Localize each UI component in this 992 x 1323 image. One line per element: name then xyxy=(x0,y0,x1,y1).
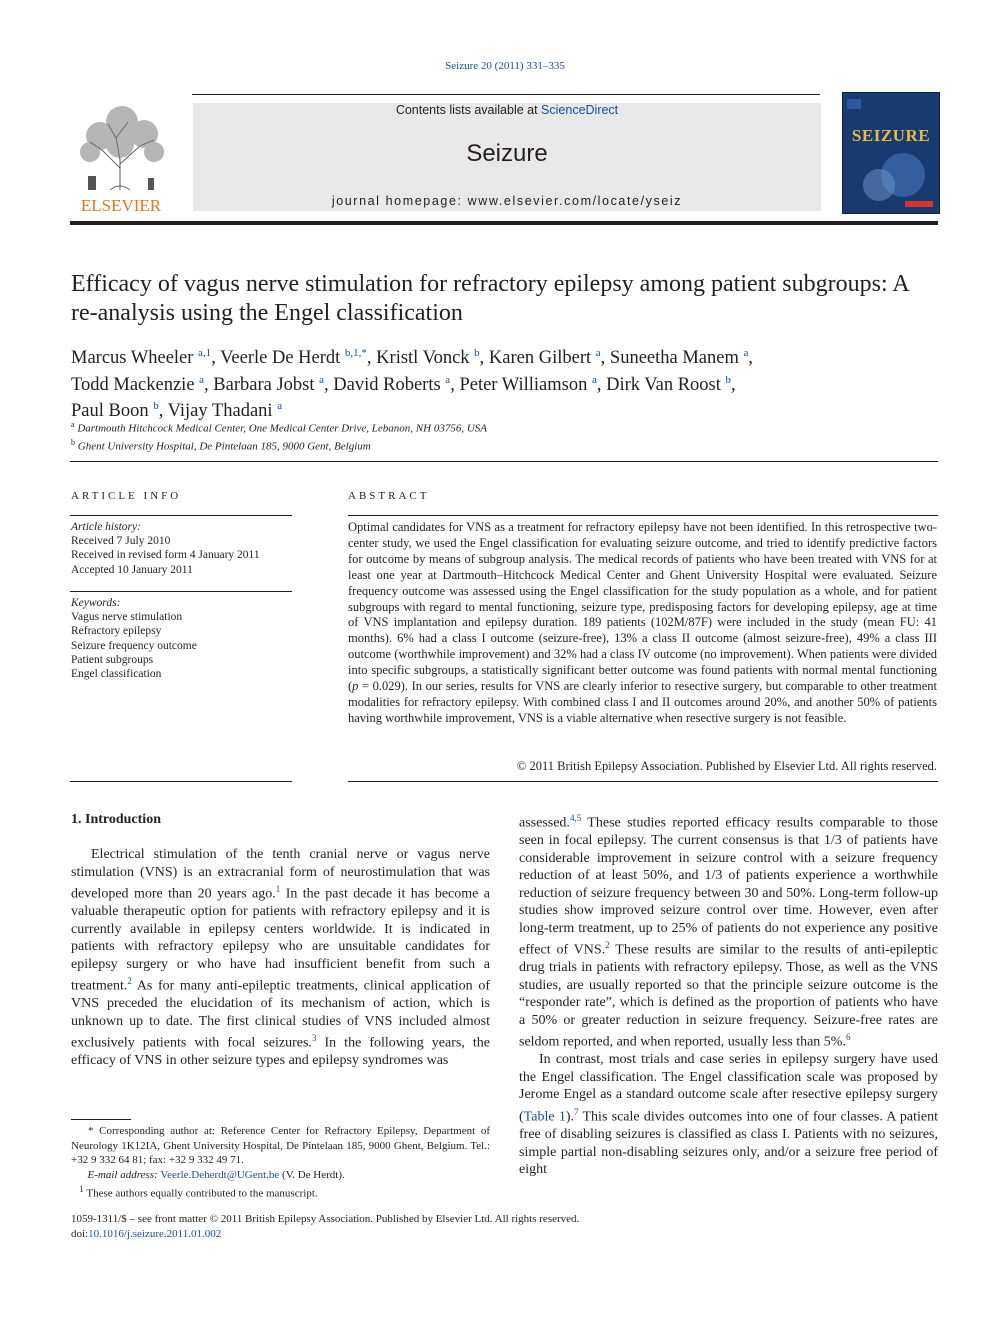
affiliation-b: $^b$ Ghent University Hospital, De Pintelaan 185, 9000 Gent, Belgium xyxy=(71,437,371,453)
paragraph: Electrical stimulation of the tenth cranial nerve or vagus nerve stimulation (VNS) is an extracranial form of neurostimulation that was developed more than 20 years ago.$^1$ In the past decade it has become a valuable therapeutic option for patients with refractory epilepsy and it is currently available in epilepsy centers worldwide. It is indicated in patients with refractory epilepsy who are unsuitable candidates for epilepsy surgery or who have had insufficient benefit from such a treatment.$^2$ As for many anti-epileptic treatments, clinical application of VNS preceded the elucidation of its mechanism of action, which is unknown up to date. The first clinical studies of VNS included almost exclusively patients with focal seizures.$^3$ In the following years, the efficacy of VNS in other seizure types and epilepsy syndromes was xyxy=(71,847,490,1069)
journal-homepage[interactable]: journal homepage: www.elsevier.com/locate/yseiz xyxy=(331,194,683,208)
paragraph: assessed.$^{4,5}$ These studies reported efficacy results comparable to those seen in focal epilepsy. The current consensus is that 1/3 of patients have considerable improvement in seizure control with a seizure frequency reduction of at least 50%, and 1/3 of patients experience a worthwhile reduction of seizure frequency between 30 and 50%. Long-term follow-up studies show improved seizure control over time. However, even after long-term treatment, up to 25% of patients do not experience any positive effect of VNS.$^2$ These results are similar to the results of anti-epileptic drug trials in patients with refractory epilepsy. Those, as well as the VNS studies, are usually reported so that the principle seizure outcome is the “responder rate”, which is defined as the proportion of patients who have a 50% or greater reduction in seizure frequency. Seizure-free rates are seldom reported, and when reported, usually less than 5%.$^6$ xyxy=(519,813,938,1050)
issn-line: 1059-1311/$ – see front matter © 2011 British Epilepsy Association. Published by Elsevier Ltd. All rights reserved. xyxy=(71,1213,580,1225)
cover-title: SEIZURE xyxy=(851,126,931,145)
author[interactable]: Karen Gilbert $^a$ xyxy=(488,347,601,369)
tree-logo-icon xyxy=(70,98,172,216)
footnote-rule xyxy=(71,1119,131,1120)
author[interactable]: Suneetha Manem $^a$ xyxy=(609,347,749,369)
page-footer xyxy=(71,1212,931,1242)
author[interactable]: Paul Boon $^b$ xyxy=(71,400,159,422)
abstract-text: Optimal candidates for VNS as a treatment for refractory epilepsy have not been identified. In this retrospective two-center study, we used the Engel classification for evaluating seizure outcome, and tried to identify predictive factors for outcome by means of subgroup analysis. The medical records of patients who have been treated with VNS for at least one year at Dartmouth–Hitchcock Medical Center and Ghent University Hospital were evaluated. Seizure frequency outcome was assessed using the Engel classification for the study population as a whole, and for patient subgroups with regard to mental functioning, seizure type, predisposing factors for developing epilepsy, age at time of VNS implantation and epilepsy duration. 189 patients (102M/87F) were included in the study (mean FU: 41 months). 6% had a class I outcome (seizure-free), 13% a class II outcome (almost seizure-free), 49% a class III outcome (worthwhile improvement) and 32% had a class IV outcome (no improvement). When patients were divided into specific subgroups, a statistically significant better outcome was found patients with normal mental functioning (p = 0.029). In our series, results for VNS are clearly inferior to resective surgery, but comparable to other treatment modalities for refractory epilepsy. With combined class I and II outcomes around 20%, and another 50% of patients having worthwhile improvement, VNS is a viable alternative when resective surgery is not feasible. xyxy=(348,520,937,725)
article-info-rule xyxy=(70,591,292,592)
intro-heading: 1. Introduction xyxy=(71,812,161,827)
journal-name: Seizure xyxy=(466,140,548,167)
intro-left-column xyxy=(71,846,490,1070)
author[interactable]: Barbara Jobst $^a$ xyxy=(213,373,325,395)
email-note: E-mail address: Veerle.Deherdt@UGent.be (V. De Herdt). xyxy=(87,1168,345,1181)
author[interactable]: Veerle De Herdt $^{b,1,*}$ xyxy=(220,347,367,369)
article-info-rule xyxy=(70,781,292,782)
affiliation-a: $^a$ Dartmouth Hitchcock Medical Center, One Medical Center Drive, Lebanon, NH 03756, USA xyxy=(71,420,487,435)
abstract-rule xyxy=(348,781,938,782)
author[interactable]: Peter Williamson $^a$ xyxy=(459,373,597,395)
contents-prefix: Contents lists available at xyxy=(395,103,542,117)
reference-link[interactable]: 2 xyxy=(127,976,132,987)
intro-right-column xyxy=(519,810,938,1179)
keyword: Vagus nerve stimulation xyxy=(71,611,183,624)
author[interactable]: Marcus Wheeler $^{a,1}$ xyxy=(71,347,212,369)
abstract-rule xyxy=(348,515,938,516)
elsevier-logo[interactable] xyxy=(70,98,172,216)
article-title: Efficacy of vagus nerve stimulation for refractory epilepsy among patient subgroups: A re-analysis using the Engel classification xyxy=(71,271,909,326)
author[interactable]: David Roberts $^a$ xyxy=(333,373,451,395)
reference-link[interactable]: 7 xyxy=(574,1106,579,1117)
author-list: Marcus Wheeler $^{a,1}$, Veerle De Herdt $^{b,1,*}$, Kristl Vonck $^b$, Karen Gilbert $^a$, Suneetha Manem $^a$, Todd Mackenzie $^a$, Barbara Jobst $^a$, David Roberts $^a$, Peter Williamson $^a$, Dirk Van Roost $^b$, Paul Boon $^b$, Vijay Thadani $^a$ xyxy=(71,347,754,422)
doi-link[interactable]: 10.1016/j.seizure.2011.01.002 xyxy=(88,1228,222,1240)
corresponding-author-note: * Corresponding author at: Reference Center for Refractory Epilepsy, Department of Neurology 1K12IA, Ghent University Hospital, De Pintelaan 185, 9000 Ghent, Belgium. Tel.: +32 9 332 64 81; fax: +32 9 332 49 71. xyxy=(71,1125,490,1166)
reference-link[interactable]: 1 xyxy=(275,884,281,894)
keyword: Patient subgroups xyxy=(71,653,154,666)
reference-link[interactable]: 2 xyxy=(605,940,610,951)
email-link[interactable]: Veerle.Deherdt@UGent.be xyxy=(160,1168,280,1181)
header-rule xyxy=(192,94,820,95)
section-rule xyxy=(70,461,938,462)
abstract-copyright: © 2011 British Epilepsy Association. Published by Elsevier Ltd. All rights reserved. xyxy=(516,759,937,773)
author[interactable]: Vijay Thadani $^a$ xyxy=(167,400,283,422)
author[interactable]: Dirk Van Roost $^b$ xyxy=(606,373,731,395)
footnotes xyxy=(71,1124,490,1201)
keywords: Keywords: Vagus nerve stimulation Refractory epilepsy Seizure frequency outcome Patient subgroups Engel classification xyxy=(71,596,291,681)
cover-art-icon xyxy=(843,93,939,213)
keyword: Refractory epilepsy xyxy=(71,625,162,638)
equal-contribution-note: $^1$ These authors equally contributed to the manuscript. xyxy=(79,1184,318,1200)
author[interactable]: Todd Mackenzie $^a$ xyxy=(71,373,205,395)
affiliations xyxy=(71,418,931,453)
table-link[interactable]: Table 1 xyxy=(523,1109,566,1125)
sciencedirect-link[interactable]: ScienceDirect xyxy=(541,103,619,117)
author[interactable]: Kristl Vonck $^b$ xyxy=(376,347,480,369)
journal-cover[interactable] xyxy=(842,92,940,214)
publisher-wordmark: ELSEVIER xyxy=(80,196,162,215)
doi-line: doi:10.1016/j.seizure.2011.01.002 xyxy=(71,1228,222,1240)
article-info-heading: ARTICLE INFO xyxy=(71,490,182,502)
reference-link[interactable]: 3 xyxy=(311,1033,317,1044)
journal-citation[interactable]: Seizure 20 (2011) 331–335 xyxy=(445,60,565,72)
article-info-rule xyxy=(70,515,292,516)
header-thick-rule xyxy=(70,221,938,225)
keyword: Seizure frequency outcome xyxy=(71,639,197,652)
reference-link[interactable]: 4,5 xyxy=(569,813,582,823)
reference-link[interactable]: 6 xyxy=(845,1032,851,1043)
keyword: Engel classification xyxy=(71,668,162,681)
paragraph: In contrast, most trials and case series in epilepsy surgery have used the Engel classification. The Engel classification scale was proposed by Jerome Engel as a standard outcome scale after resective epilepsy surgery (Table 1).$^7$ This scale divides outcomes into one of four classes. A patient free of disabling seizures is classified as class I. Patients with no seizures, simple partial non-disabling seizures only, and/or a seizure free period of eight xyxy=(519,1052,938,1178)
contents-line xyxy=(193,103,821,117)
abstract-heading: ABSTRACT xyxy=(348,490,430,502)
article-history: Article history: Received 7 July 2010 Received in revised form 4 January 2011 Accepted 10 January 2011 xyxy=(71,521,260,576)
